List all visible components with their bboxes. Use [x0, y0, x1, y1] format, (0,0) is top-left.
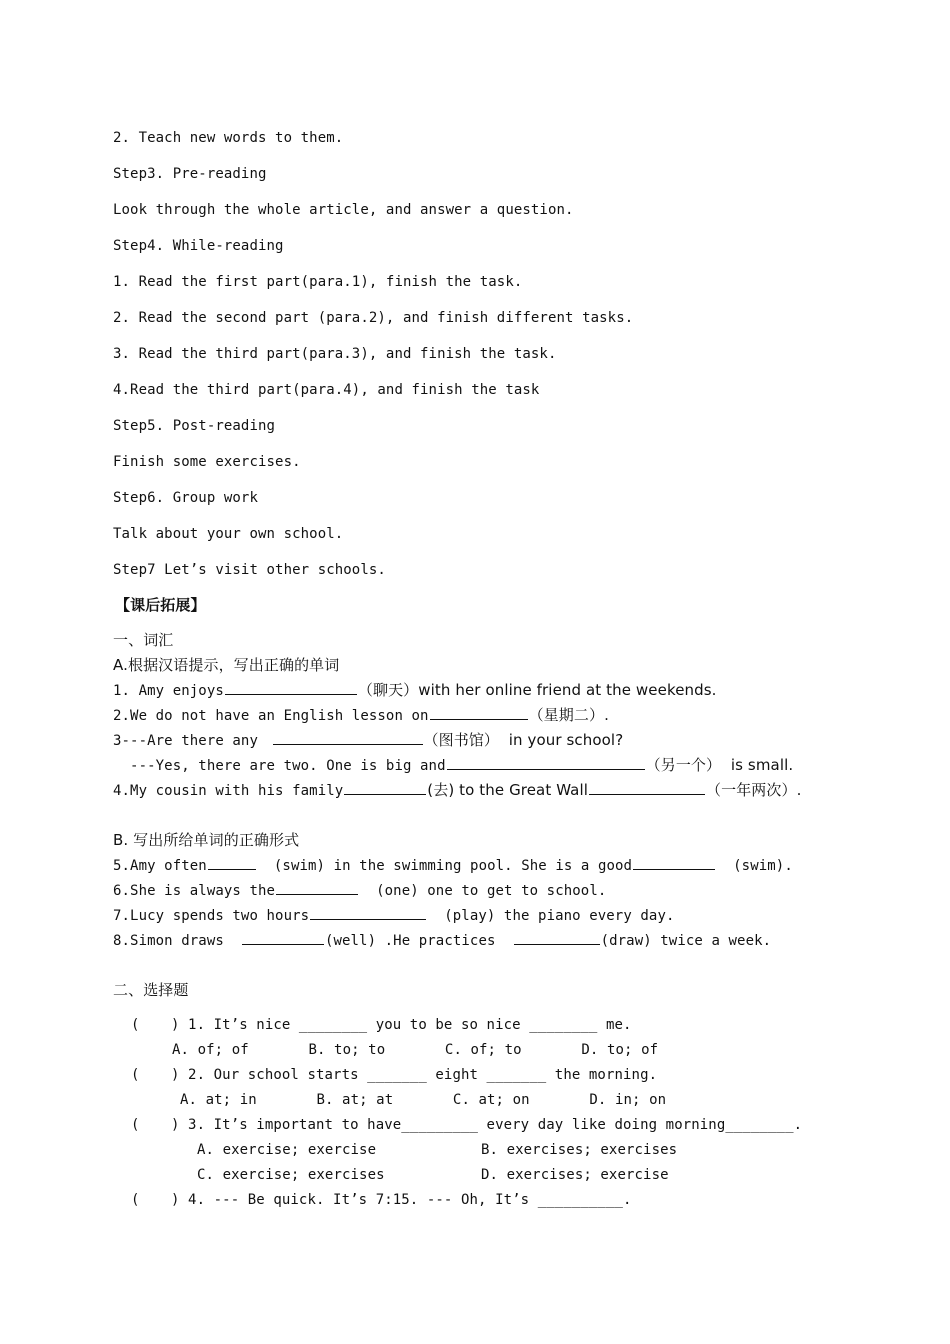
step-teach: 2. Teach new words to them. — [113, 130, 344, 146]
item-text: （星期二）. — [528, 706, 609, 724]
vocab-item-3 — [113, 730, 623, 751]
item-text: (swim). — [716, 858, 793, 874]
item-text: 1. Amy enjoys — [113, 683, 224, 699]
item-text: 5.Amy often — [113, 858, 207, 874]
question-text: ) 2. Our school starts _______ eight _______ the morning. — [171, 1067, 658, 1083]
item-text: （一年两次）. — [706, 781, 802, 799]
answer-bracket[interactable]: ( — [131, 1067, 140, 1083]
choice-option-3a: A. exercise; exercise — [197, 1142, 377, 1158]
item-text: 3---Are there any — [113, 733, 267, 749]
answer-bracket[interactable]: ( — [131, 1017, 140, 1033]
vocab-item-1 — [113, 680, 717, 701]
answer-bracket[interactable]: ( — [131, 1192, 140, 1208]
choice-heading: 二、选择题 — [113, 981, 189, 999]
question-text: ) 4. --- Be quick. It’s 7:15. --- Oh, It’s __________. — [171, 1192, 632, 1208]
item-text: 4.My cousin with his family — [113, 783, 344, 799]
choice-option-3b: B. exercises; exercises — [481, 1142, 678, 1158]
item-text: (one) one to get to school. — [359, 883, 607, 899]
step6-text: Talk about your own school. — [113, 526, 344, 542]
vocab-item-2 — [113, 705, 609, 726]
answer-blank[interactable] — [310, 905, 426, 920]
answer-blank[interactable] — [276, 880, 358, 895]
step4-read4: 4.Read the third part(para.4), and finish the task — [113, 382, 540, 398]
vocab-heading: 一、词汇 — [113, 631, 174, 649]
step3-text: Look through the whole article, and answer a question. — [113, 202, 574, 218]
choice-question-2 — [131, 1065, 657, 1085]
part-a-heading: A.根据汉语提示，写出正确的单词 — [113, 656, 340, 674]
question-text: ) 3. It’s important to have_________ every day like doing morning________. — [171, 1117, 803, 1133]
answer-blank[interactable] — [430, 705, 528, 720]
item-text: (draw) twice a week. — [600, 933, 772, 949]
step3-heading: Step3. Pre-reading — [113, 166, 267, 182]
step4-read3: 3. Read the third part(para.3), and finish the task. — [113, 346, 557, 362]
step7-heading: Step7 Let’s visit other schools. — [113, 562, 386, 578]
answer-blank[interactable] — [208, 855, 256, 870]
item-text: （图书馆） in your school? — [423, 731, 624, 749]
part-b-heading: B. 写出所给单词的正确形式 — [113, 831, 300, 849]
answer-blank[interactable] — [225, 680, 357, 695]
answer-blank[interactable] — [242, 930, 324, 945]
item-text: 2.We do not have an English lesson on — [113, 708, 429, 724]
question-text: ) 1. It’s nice ________ you to be so nice ________ me. — [171, 1017, 632, 1033]
answer-blank[interactable] — [447, 755, 645, 770]
item-text: (play) the piano every day. — [427, 908, 675, 924]
item-text: ---Yes, there are two. One is big and — [113, 758, 446, 774]
step4-heading: Step4. While-reading — [113, 238, 284, 254]
answer-blank[interactable] — [633, 855, 715, 870]
choice-question-1 — [131, 1015, 632, 1035]
item-text: (well) .He practices — [324, 933, 513, 949]
choice-question-4 — [131, 1190, 632, 1210]
answer-blank[interactable] — [273, 730, 423, 745]
answer-bracket[interactable]: ( — [131, 1117, 140, 1133]
choice-option-3d: D. exercises; exercise — [481, 1167, 669, 1183]
vocab-item-4 — [113, 780, 801, 801]
form-item-8 — [113, 930, 771, 951]
form-item-6 — [113, 880, 606, 901]
form-item-7 — [113, 905, 675, 926]
choice-question-3 — [131, 1115, 802, 1135]
answer-blank[interactable] — [344, 780, 426, 795]
step4-read2: 2. Read the second part (para.2), and finish different tasks. — [113, 310, 634, 326]
item-text: (swim) in the swimming pool. She is a good — [256, 858, 633, 874]
item-text: （聊天）with her online friend at the weekends. — [357, 681, 717, 699]
step5-text: Finish some exercises. — [113, 454, 301, 470]
step5-heading: Step5. Post-reading — [113, 418, 276, 434]
item-text: 6.She is always the — [113, 883, 276, 899]
answer-blank[interactable] — [514, 930, 600, 945]
choice-options-1: A. of; of B. to; to C. of; to D. to; of — [172, 1042, 659, 1058]
choice-options-2: A. at; in B. at; at C. at; on D. in; on — [180, 1092, 667, 1108]
form-item-5 — [113, 855, 793, 876]
vocab-item-3b — [113, 755, 793, 776]
step6-heading: Step6. Group work — [113, 490, 258, 506]
answer-blank[interactable] — [589, 780, 705, 795]
item-text: （另一个） is small. — [645, 756, 794, 774]
item-text: (去) to the Great Wall — [427, 781, 588, 799]
choice-option-3c: C. exercise; exercises — [197, 1167, 385, 1183]
step4-read1: 1. Read the first part(para.1), finish the task. — [113, 274, 523, 290]
item-text: 8.Simon draws — [113, 933, 241, 949]
extension-heading: 【课后拓展】 — [115, 596, 206, 614]
item-text: 7.Lucy spends two hours — [113, 908, 310, 924]
